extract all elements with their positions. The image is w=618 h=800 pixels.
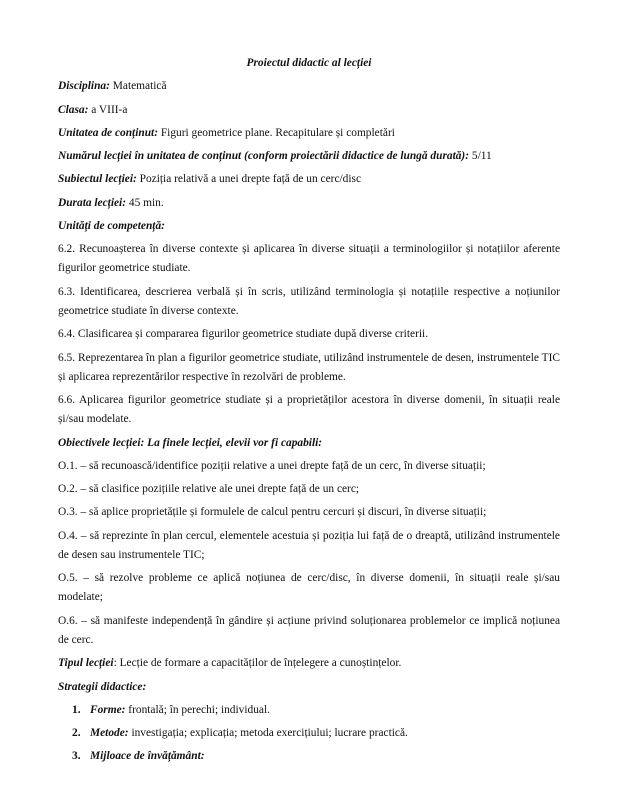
obiectiv-item: O.3. – să aplice proprietățile și formulele de calcul pentru cercuri și discuri, în diverse situații; xyxy=(58,506,487,519)
strategii-list xyxy=(58,701,560,767)
field-label: Disciplina: xyxy=(58,80,110,93)
list-label: Forme: xyxy=(90,703,126,716)
field-numarul-lectiei xyxy=(58,147,560,166)
field-label: Clasa: xyxy=(58,103,89,116)
list-label: Mijloace de învățământ: xyxy=(90,750,205,763)
competenta-item: 6.6. Aplicarea figurilor geometrice studiate și a proprietăților acestora în diverse domenii, în situații reale și/sau modelate. xyxy=(58,394,560,426)
strategii-heading: Strategii didactice: xyxy=(58,680,147,693)
obiectiv-item: O.2. – să clasifice pozițiile relative ale unei drepte față de un cerc; xyxy=(58,483,360,496)
list-item xyxy=(58,747,560,766)
obiectiv-item: O.4. – să reprezinte în plan cercul, elementele acestuia și poziția lui față de o dreaptă, utilizând instrumentele de desen sau instrumentele TIC; xyxy=(58,529,560,561)
field-value: a VIII-a xyxy=(88,103,128,116)
field-label: Durata lecției: xyxy=(58,196,127,209)
field-label: Unitatea de conținut: xyxy=(58,126,158,139)
field-label: Numărul lecției în unitatea de conținut (conform proiectării didactice de lungă durată): xyxy=(58,150,470,163)
page-title: Proiectul didactic al lecției xyxy=(246,57,372,69)
field-unitatea xyxy=(58,124,560,143)
competenta-item: 6.5. Reprezentarea în plan a figurilor geometrice studiate, utilizând instrumentele de desen, instrumentele TIC și aplicarea reprezentărilor respective în rezolvări de probleme. xyxy=(58,351,560,383)
field-value: 5/11 xyxy=(469,150,492,163)
field-value: Figuri geometrice plane. Recapitulare și completări xyxy=(158,126,395,139)
list-item xyxy=(58,724,560,743)
list-number: 2. xyxy=(72,727,81,740)
list-label: Metode: xyxy=(90,727,129,740)
field-value: Matematică xyxy=(109,80,167,93)
obiective-heading: Obiectivele lecției: La finele lecției, elevii vor fi capabili: xyxy=(58,436,323,449)
competenta-item: 6.2. Recunoașterea în diverse contexte și aplicarea în diverse situații a terminologiilor și notațiilor aferente figurilor geometrice studiate. xyxy=(58,243,560,275)
field-value: : Lecție de formare a capacităților de înțelegere a cunoștințelor. xyxy=(113,657,402,670)
list-item xyxy=(58,701,560,720)
field-durata xyxy=(58,194,560,213)
list-value: investigația; explicația; metoda exercițiului; lucrare practică. xyxy=(128,727,408,740)
obiectiv-item: O.6. – să manifeste independență în gândire și acțiune privind soluționarea problemelor ce implică noțiunea de cerc. xyxy=(58,614,560,646)
field-tipul-lectiei xyxy=(58,654,560,673)
field-disciplina xyxy=(58,77,560,96)
document-content xyxy=(58,54,560,771)
field-clasa xyxy=(58,101,560,120)
field-value: Poziția relativă a unei drepte față de un cerc/disc xyxy=(136,173,362,186)
competenta-item: 6.4. Clasificarea și compararea figurilor geometrice studiate după diverse criterii. xyxy=(58,328,429,341)
field-value: 45 min. xyxy=(126,196,164,209)
field-label: Subiectul lecției: xyxy=(58,173,137,186)
list-value: frontală; în perechi; individual. xyxy=(125,703,270,716)
obiectiv-item: O.1. – să recunoască/identifice poziții relative a unei drepte față de un cerc, în diverse situații; xyxy=(58,459,486,472)
list-number: 3. xyxy=(72,750,81,763)
field-subiectul xyxy=(58,170,560,189)
competenta-item: 6.3. Identificarea, descrierea verbală și în scris, utilizând terminologia și notațiile respective a noțiunilor geometrice studiate în diverse contexte. xyxy=(58,285,560,317)
competente-heading: Unități de competență: xyxy=(58,219,165,232)
obiectiv-item: O.5. – să rezolve probleme ce aplică noțiunea de cerc/disc, în diverse domenii, în situații reale și/sau modelate; xyxy=(58,572,560,604)
field-label: Tipul lecției xyxy=(58,657,114,670)
list-number: 1. xyxy=(72,703,81,716)
